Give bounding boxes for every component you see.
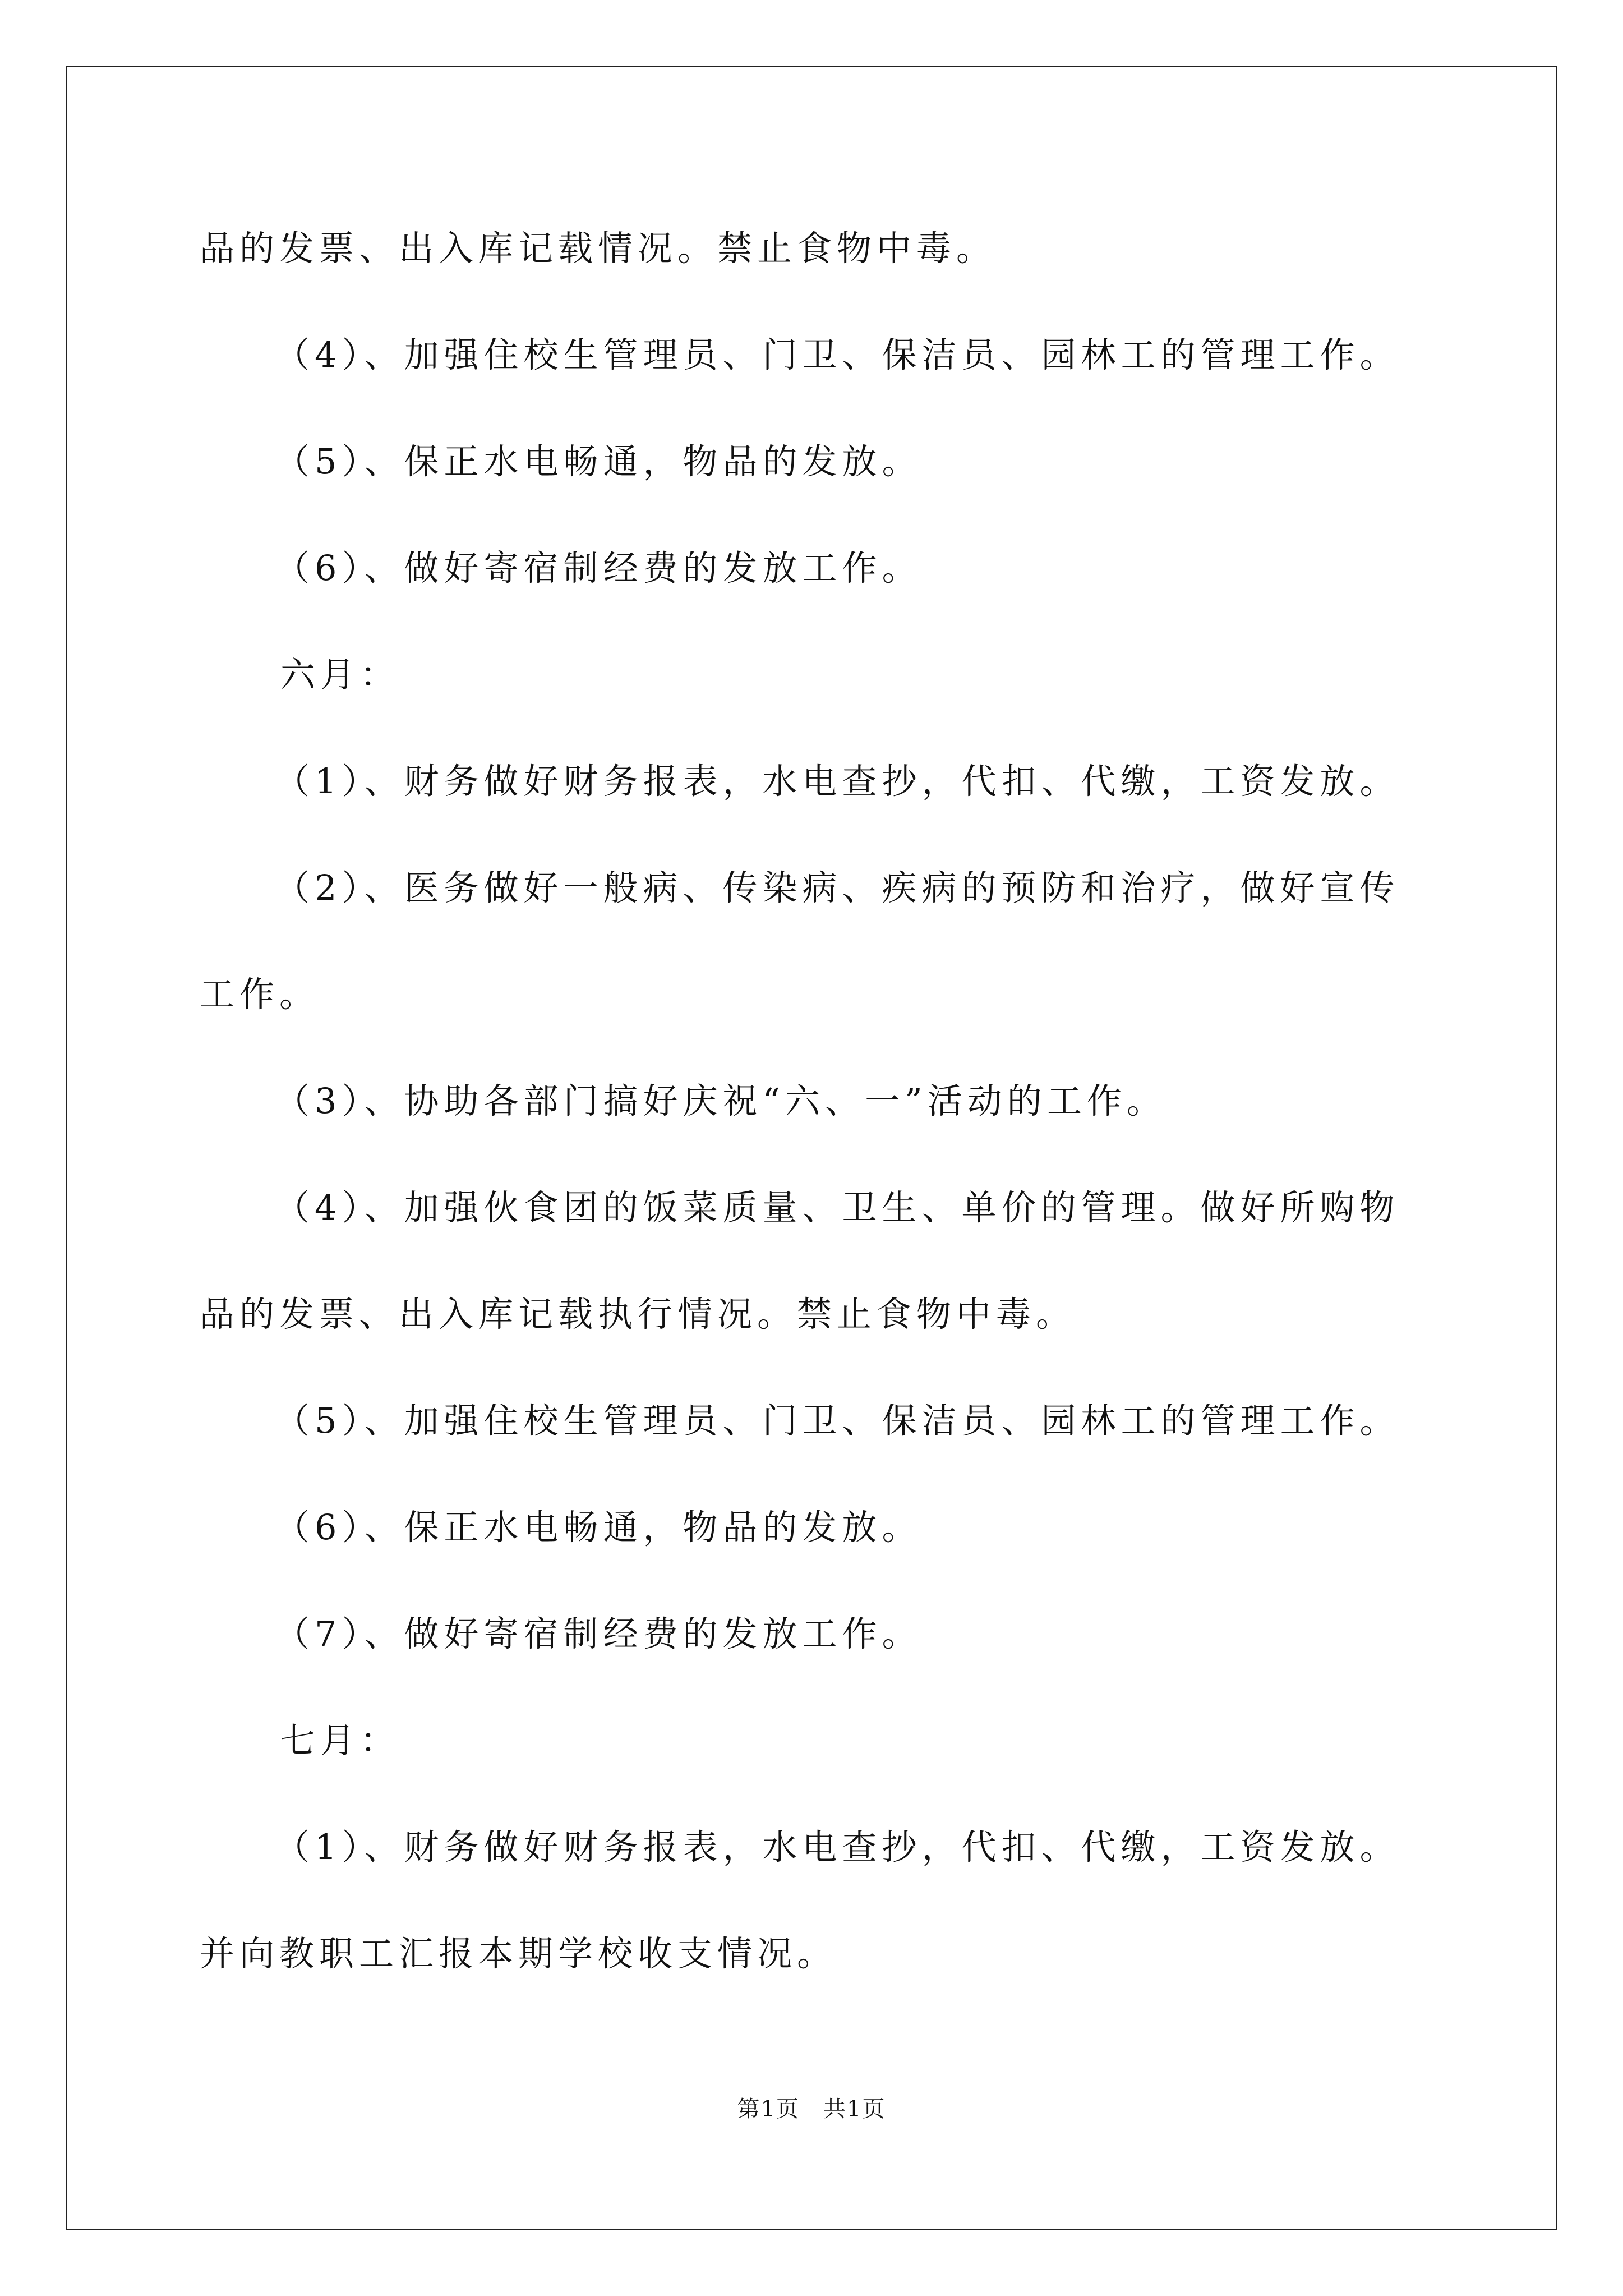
- paragraph-line: （5）、保正水电畅通，物品的发放。: [275, 441, 922, 482]
- paragraph-line: 并向教职工汇报本期学校收支情况。: [200, 1933, 837, 1974]
- paragraph-line: （1）、财务做好财务报表，水电查抄，代扣、代缴，工资发放。: [275, 761, 1400, 802]
- paragraph-line: 品的发票、出入库记载情况。禁止食物中毒。: [200, 228, 997, 269]
- paragraph-line: （6）、做好寄宿制经费的发放工作。: [275, 547, 922, 588]
- paragraph-line: （4）、加强伙食团的饭菜质量、卫生、单价的管理。做好所购物: [275, 1187, 1400, 1228]
- paragraph-line: （6）、保正水电畅通，物品的发放。: [275, 1507, 922, 1548]
- paragraph-line: （5）、加强住校生管理员、门卫、保洁员、园林工的管理工作。: [275, 1400, 1400, 1441]
- page-footer: 第1页 共1页: [737, 2096, 886, 2122]
- section-heading: 六月：: [280, 654, 400, 695]
- page-border: [66, 66, 1557, 2230]
- section-heading: 七月：: [280, 1720, 400, 1761]
- paragraph-line: 工作。: [200, 974, 320, 1015]
- paragraph-line: （7）、做好寄宿制经费的发放工作。: [275, 1613, 922, 1654]
- paragraph-line: （4）、加强住校生管理员、门卫、保洁员、园林工的管理工作。: [275, 334, 1400, 375]
- paragraph-line: 品的发票、出入库记载执行情况。禁止食物中毒。: [200, 1294, 1076, 1335]
- paragraph-line: （3）、协助各部门搞好庆祝“六、一”活动的工作。: [275, 1080, 1166, 1121]
- paragraph-line: （1）、财务做好财务报表，水电查抄，代扣、代缴，工资发放。: [275, 1826, 1400, 1867]
- paragraph-line: （2）、医务做好一般病、传染病、疾病的预防和治疗，做好宣传: [275, 867, 1400, 908]
